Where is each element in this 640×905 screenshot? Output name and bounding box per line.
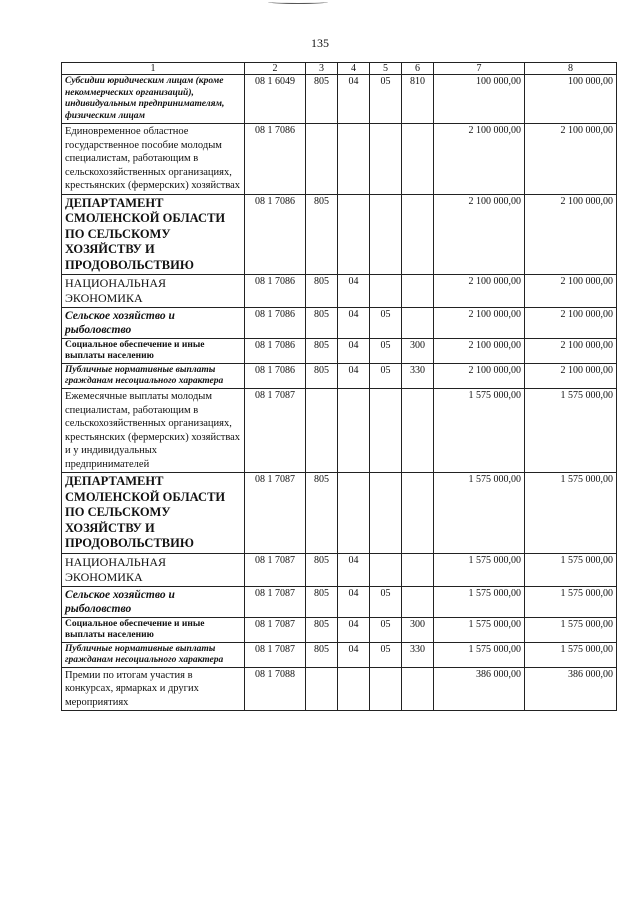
- target-code: 08 1 7087: [245, 553, 306, 586]
- amount-col7: 1 575 000,00: [434, 642, 525, 667]
- ministry-code: 805: [306, 308, 338, 339]
- expense-type-code: 300: [402, 617, 434, 642]
- table-row: [62, 473, 617, 554]
- expense-type-code: 300: [402, 339, 434, 364]
- expense-type-code: [402, 308, 434, 339]
- ministry-code: 805: [306, 642, 338, 667]
- row-name: Субсидии юридическим лицам (кроме некоммерческих организаций), индивидуальным предпринимателям, физическим лицам: [62, 75, 245, 124]
- ministry-code: [306, 124, 338, 195]
- row-name: НАЦИОНАЛЬНАЯ ЭКОНОМИКА: [62, 275, 245, 308]
- amount-col8: 100 000,00: [525, 75, 617, 124]
- target-code: 08 1 7086: [245, 194, 306, 275]
- target-code: 08 1 7086: [245, 275, 306, 308]
- column-header-4: 4: [338, 63, 370, 75]
- amount-col8: 2 100 000,00: [525, 124, 617, 195]
- amount-col7: 1 575 000,00: [434, 586, 525, 617]
- amount-col7: 2 100 000,00: [434, 308, 525, 339]
- section-code: 04: [338, 642, 370, 667]
- ministry-code: 805: [306, 339, 338, 364]
- amount-col7: 2 100 000,00: [434, 124, 525, 195]
- section-code: [338, 473, 370, 554]
- expense-type-code: 330: [402, 642, 434, 667]
- amount-col7: 1 575 000,00: [434, 473, 525, 554]
- subsection-code: [370, 553, 402, 586]
- subsection-code: 05: [370, 308, 402, 339]
- ministry-code: 805: [306, 275, 338, 308]
- column-header-8: 8: [525, 63, 617, 75]
- subsection-code: [370, 473, 402, 554]
- subsection-code: 05: [370, 642, 402, 667]
- amount-col8: 2 100 000,00: [525, 339, 617, 364]
- section-code: [338, 124, 370, 195]
- target-code: 08 1 7087: [245, 473, 306, 554]
- table-row: [62, 124, 617, 195]
- expense-type-code: [402, 667, 434, 711]
- target-code: 08 1 6049: [245, 75, 306, 124]
- row-name: Публичные нормативные выплаты гражданам несоциального характера: [62, 642, 245, 667]
- header-row: [62, 63, 617, 75]
- expense-type-code: [402, 586, 434, 617]
- row-name: Премии по итогам участия в конкурсах, ярмарках и других мероприятиях: [62, 667, 245, 711]
- amount-col8: 2 100 000,00: [525, 194, 617, 275]
- row-name: ДЕПАРТАМЕНТ СМОЛЕНСКОЙ ОБЛАСТИ ПО СЕЛЬСКОМУ ХОЗЯЙСТВУ И ПРОДОВОЛЬСТВИЮ: [62, 473, 245, 554]
- amount-col8: 1 575 000,00: [525, 553, 617, 586]
- table-row: [62, 642, 617, 667]
- section-code: 04: [338, 364, 370, 389]
- table-row: [62, 617, 617, 642]
- target-code: 08 1 7087: [245, 389, 306, 473]
- ministry-code: [306, 389, 338, 473]
- subsection-code: [370, 275, 402, 308]
- subsection-code: 05: [370, 339, 402, 364]
- subsection-code: 05: [370, 617, 402, 642]
- amount-col7: 2 100 000,00: [434, 275, 525, 308]
- ministry-code: 805: [306, 364, 338, 389]
- row-name: ДЕПАРТАМЕНТ СМОЛЕНСКОЙ ОБЛАСТИ ПО СЕЛЬСКОМУ ХОЗЯЙСТВУ И ПРОДОВОЛЬСТВИЮ: [62, 194, 245, 275]
- target-code: 08 1 7086: [245, 308, 306, 339]
- ministry-code: 805: [306, 473, 338, 554]
- section-code: 04: [338, 75, 370, 124]
- subsection-code: [370, 667, 402, 711]
- amount-col8: 1 575 000,00: [525, 642, 617, 667]
- page-number: 135: [311, 36, 329, 50]
- table-row: [62, 364, 617, 389]
- target-code: 08 1 7087: [245, 617, 306, 642]
- subsection-code: 05: [370, 364, 402, 389]
- amount-col7: 1 575 000,00: [434, 617, 525, 642]
- column-header-3: 3: [306, 63, 338, 75]
- budget-table: [61, 62, 617, 711]
- expense-type-code: [402, 389, 434, 473]
- expense-type-code: [402, 124, 434, 195]
- section-code: [338, 667, 370, 711]
- amount-col7: 100 000,00: [434, 75, 525, 124]
- amount-col8: 1 575 000,00: [525, 389, 617, 473]
- expense-type-code: [402, 275, 434, 308]
- section-code: [338, 389, 370, 473]
- target-code: 08 1 7086: [245, 339, 306, 364]
- amount-col8: 1 575 000,00: [525, 586, 617, 617]
- column-header-7: 7: [434, 63, 525, 75]
- section-code: 04: [338, 586, 370, 617]
- amount-col7: 2 100 000,00: [434, 339, 525, 364]
- row-name: Сельское хозяйство и рыболовство: [62, 308, 245, 339]
- row-name: Публичные нормативные выплаты гражданам несоциального характера: [62, 364, 245, 389]
- target-code: 08 1 7087: [245, 642, 306, 667]
- target-code: 08 1 7087: [245, 586, 306, 617]
- table-row: [62, 586, 617, 617]
- amount-col7: 1 575 000,00: [434, 553, 525, 586]
- section-code: 04: [338, 553, 370, 586]
- amount-col7: 2 100 000,00: [434, 194, 525, 275]
- expense-type-code: 330: [402, 364, 434, 389]
- amount-col7: 1 575 000,00: [434, 389, 525, 473]
- subsection-code: [370, 389, 402, 473]
- table-row: [62, 389, 617, 473]
- ministry-code: 805: [306, 617, 338, 642]
- row-name: Социальное обеспечение и иные выплаты населению: [62, 339, 245, 364]
- amount-col7: 386 000,00: [434, 667, 525, 711]
- amount-col8: 2 100 000,00: [525, 308, 617, 339]
- table-row: [62, 75, 617, 124]
- table-row: [62, 194, 617, 275]
- column-header-6: 6: [402, 63, 434, 75]
- ministry-code: 805: [306, 586, 338, 617]
- amount-col8: 1 575 000,00: [525, 473, 617, 554]
- row-name: Единовременное областное государственное пособие молодым специалистам, работающим в сельскохозяйственных организациях, крестьянских (фермерских) хозяйствах: [62, 124, 245, 195]
- amount-col7: 2 100 000,00: [434, 364, 525, 389]
- column-header-1: 1: [62, 63, 245, 75]
- ministry-code: 805: [306, 75, 338, 124]
- expense-type-code: [402, 473, 434, 554]
- section-code: 04: [338, 308, 370, 339]
- amount-col8: 386 000,00: [525, 667, 617, 711]
- target-code: 08 1 7088: [245, 667, 306, 711]
- expense-type-code: [402, 194, 434, 275]
- ministry-code: [306, 667, 338, 711]
- section-code: [338, 194, 370, 275]
- table-row: [62, 553, 617, 586]
- column-header-5: 5: [370, 63, 402, 75]
- column-header-2: 2: [245, 63, 306, 75]
- target-code: 08 1 7086: [245, 364, 306, 389]
- subsection-code: 05: [370, 586, 402, 617]
- subsection-code: [370, 124, 402, 195]
- section-code: 04: [338, 339, 370, 364]
- row-name: Сельское хозяйство и рыболовство: [62, 586, 245, 617]
- table-row: [62, 339, 617, 364]
- expense-type-code: [402, 553, 434, 586]
- amount-col8: 2 100 000,00: [525, 275, 617, 308]
- amount-col8: 2 100 000,00: [525, 364, 617, 389]
- subsection-code: [370, 194, 402, 275]
- expense-type-code: 810: [402, 75, 434, 124]
- table-row: [62, 308, 617, 339]
- ministry-code: 805: [306, 553, 338, 586]
- row-name: Ежемесячные выплаты молодым специалистам, работающим в сельскохозяйственных организациях, крестьянских (фермерских) хозяйствах и у индивидуальных предпринимателей: [62, 389, 245, 473]
- amount-col8: 1 575 000,00: [525, 617, 617, 642]
- ministry-code: 805: [306, 194, 338, 275]
- table-row: [62, 667, 617, 711]
- subsection-code: 05: [370, 75, 402, 124]
- scan-artifact: [268, 0, 328, 4]
- section-code: 04: [338, 275, 370, 308]
- row-name: Социальное обеспечение и иные выплаты населению: [62, 617, 245, 642]
- section-code: 04: [338, 617, 370, 642]
- target-code: 08 1 7086: [245, 124, 306, 195]
- row-name: НАЦИОНАЛЬНАЯ ЭКОНОМИКА: [62, 553, 245, 586]
- table-row: [62, 275, 617, 308]
